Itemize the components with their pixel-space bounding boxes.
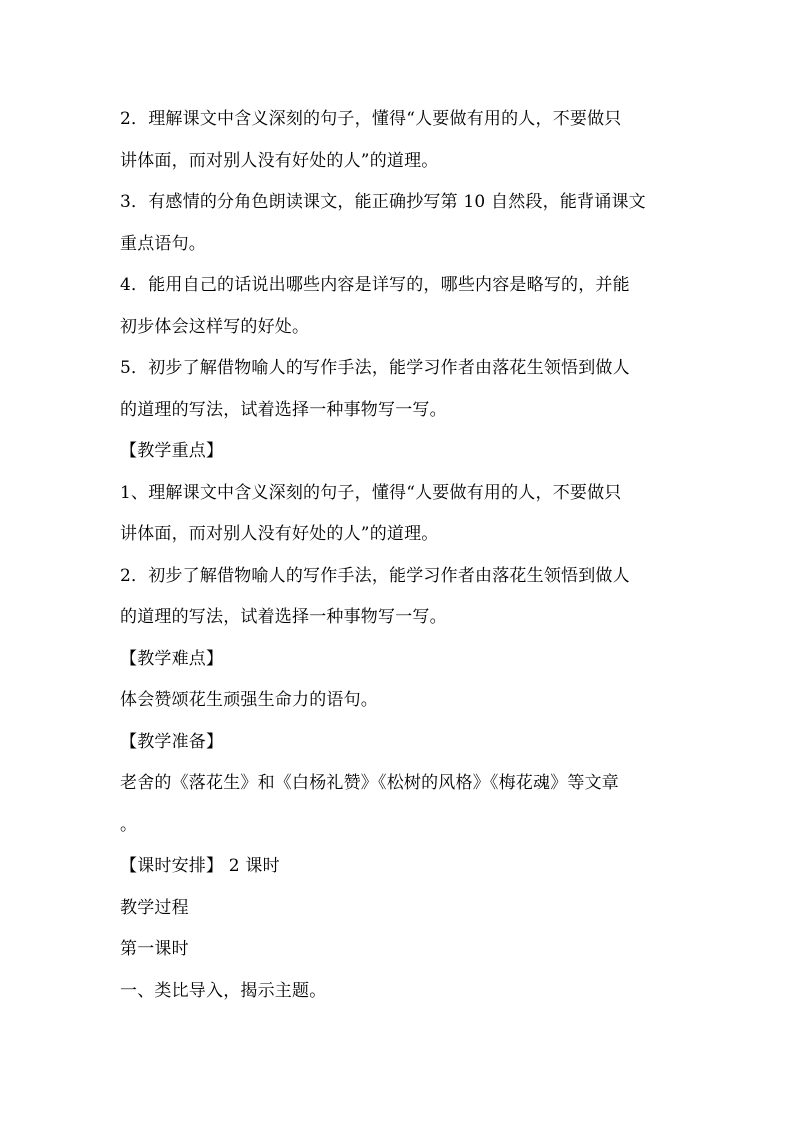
text-line: 讲体面，而对别人没有好处的人”的道理。 <box>120 524 439 544</box>
text-line: 。 <box>120 815 138 835</box>
section-heading-key-points: 【教学重点】 <box>120 441 224 461</box>
text-line: 教学过程 <box>120 898 189 918</box>
text-line: 1、理解课文中含义深刻的句子，懂得“人要做有用的人，不要做只 <box>120 483 622 503</box>
section-heading-preparation: 【教学准备】 <box>120 732 224 752</box>
text-line: 老舍的《落花生》和《白杨礼赞》《松树的风格》《梅花魂》等文章 <box>120 773 619 793</box>
text-line: 5．初步了解借物喻人的写作手法，能学习作者由落花生领悟到做人 <box>120 358 630 378</box>
text-line: 体会赞颂花生顽强生命力的语句。 <box>120 690 378 710</box>
text-line: 一、类比导入，揭示主题。 <box>120 981 327 1001</box>
text-line: 的道理的写法，试着选择一种事物写一写。 <box>120 400 447 420</box>
section-heading-schedule: 【课时安排】 2 课时 <box>120 856 280 876</box>
text-line: 2．理解课文中含义深刻的句子，懂得“人要做有用的人，不要做只 <box>120 109 622 129</box>
text-line: 讲体面，而对别人没有好处的人”的道理。 <box>120 151 439 171</box>
text-line: 4．能用自己的话说出哪些内容是详写的，哪些内容是略写的，并能 <box>120 275 630 295</box>
text-line: 第一课时 <box>120 939 189 959</box>
text-line: 初步体会这样写的好处。 <box>120 317 310 337</box>
section-heading-difficulties: 【教学难点】 <box>120 649 224 669</box>
text-line: 的道理的写法，试着选择一种事物写一写。 <box>120 607 447 627</box>
text-line: 3．有感情的分角色朗读课文，能正确抄写第 10 自然段，能背诵课文 <box>120 192 646 212</box>
text-line: 2．初步了解借物喻人的写作手法，能学习作者由落花生领悟到做人 <box>120 566 630 586</box>
text-line: 重点语句。 <box>120 234 206 254</box>
